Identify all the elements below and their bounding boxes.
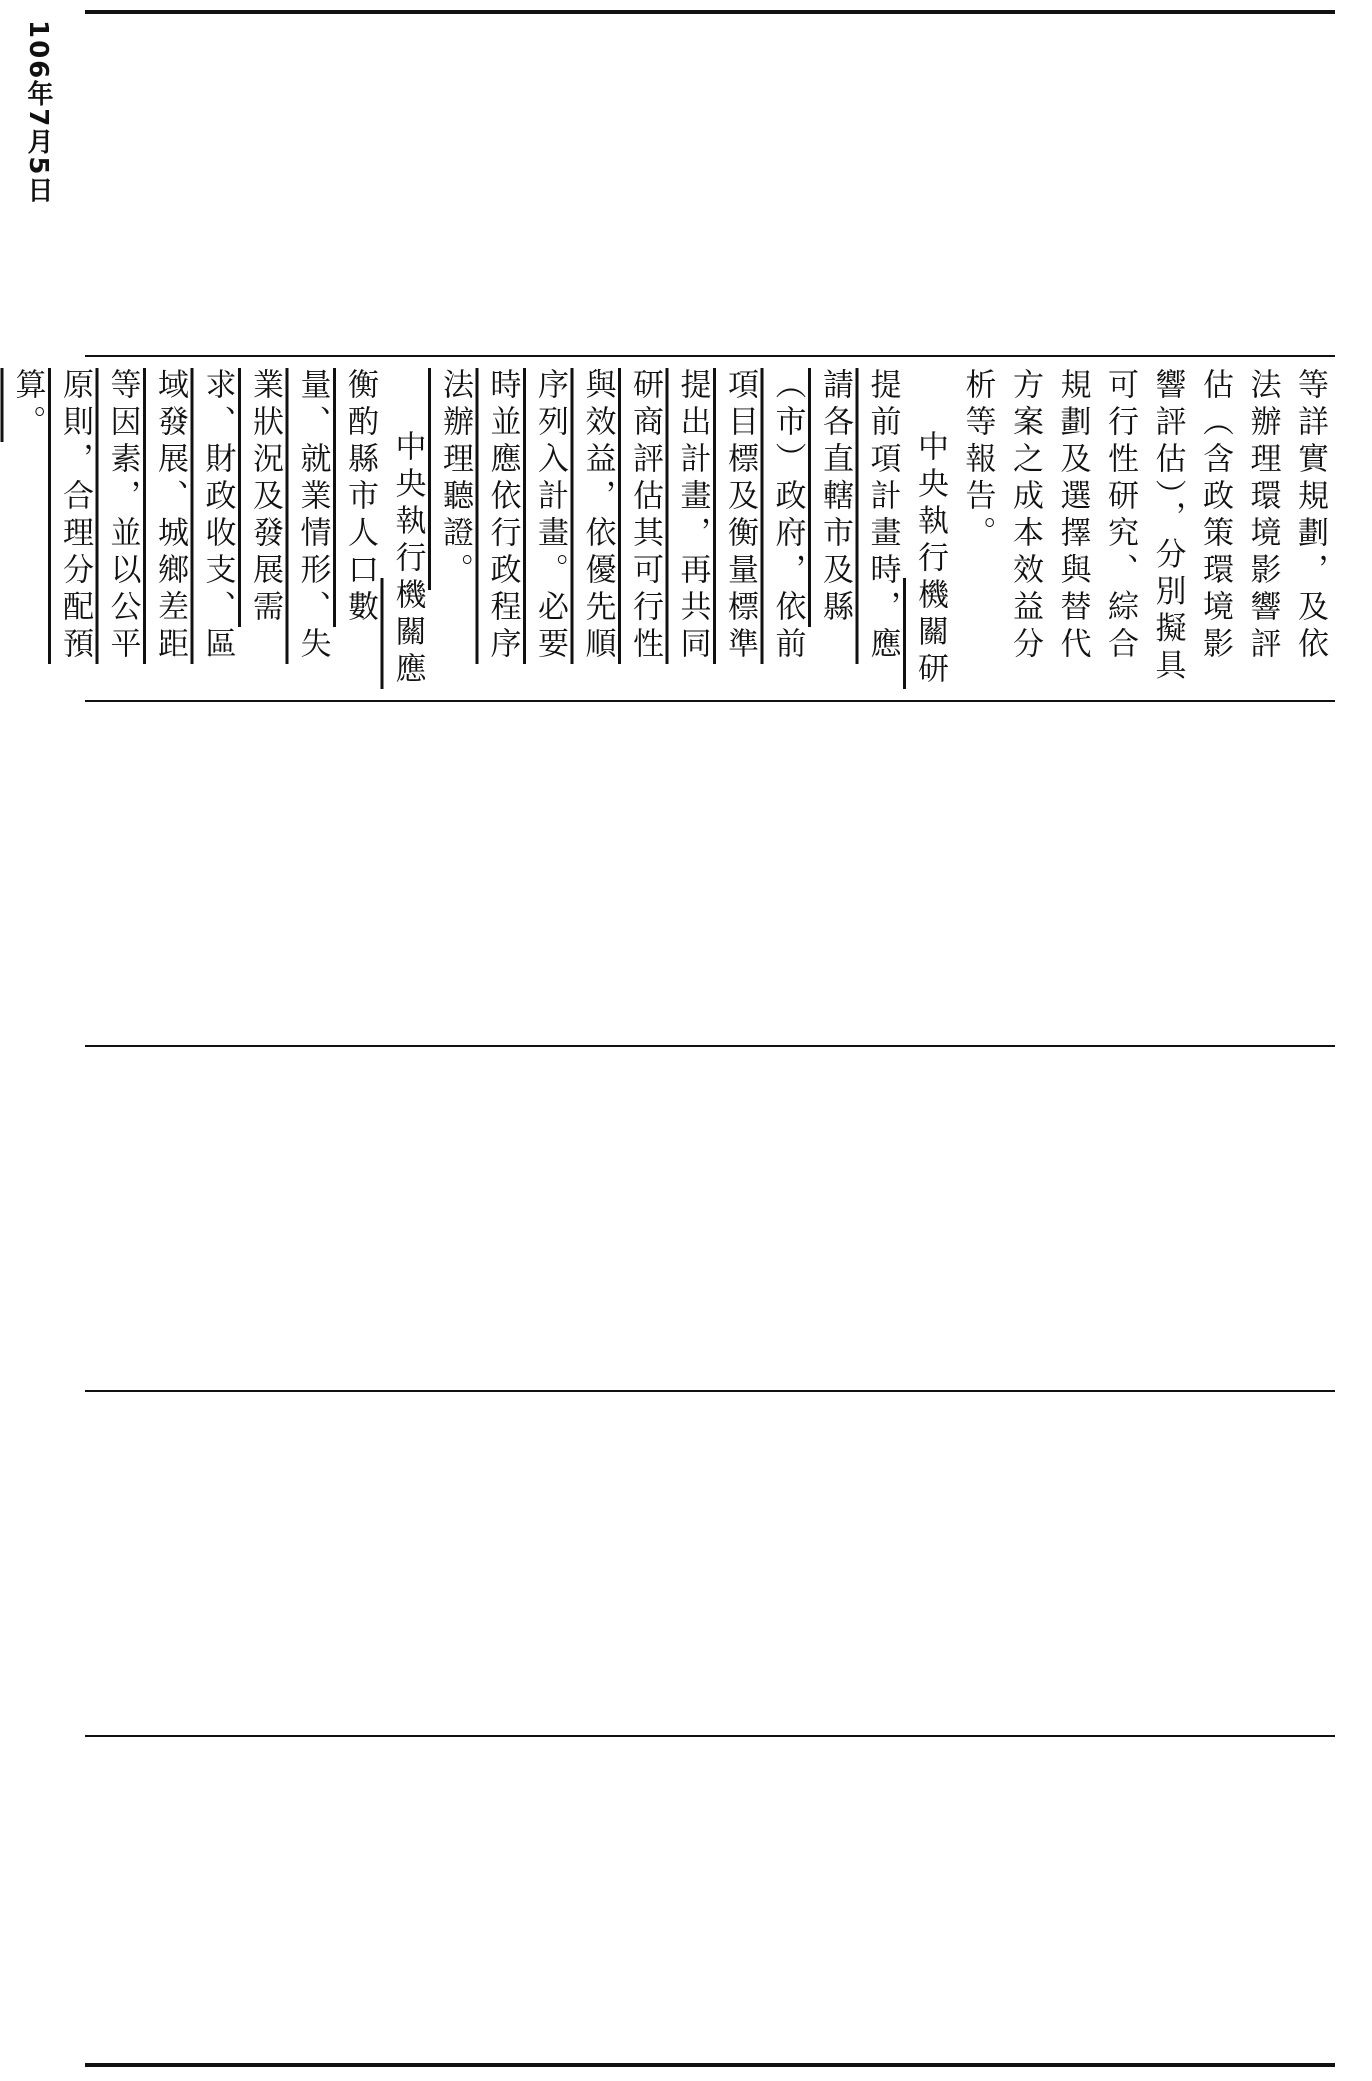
table-top-rule [85, 10, 1335, 14]
row-divider [85, 1390, 1335, 1392]
article-text-column [9, 368, 1333, 698]
proposer-label [0, 368, 3, 698]
row-divider [85, 1735, 1335, 1737]
paragraph-budget-allocation [3, 368, 431, 698]
row-divider [85, 1045, 1335, 1047]
amended-text: 機關研提前項計畫時，應請各直轄市及縣（市）政府，依前項目標及衡量標準提出計畫，再共同研商評估其可行性與效益，依優先順序列入計畫。必要時並應依行政程序法辦理聽證。 [437, 368, 948, 689]
table-bottom-rule [85, 2063, 1335, 2067]
row-divider [85, 355, 1335, 357]
paragraph-planning: 等詳實規劃，及依法辦理環境影響評估（含政策環境影響評估），分別擬具可行性研究、綜合規劃及選擇與替代方案之成本效益分析等報告。 [959, 368, 1328, 686]
amended-text: 機關應衡酌縣市人口數量、就業情形、失業狀況及發展需求、財政收支、區域發展、城鄉差距等因素，並以公平原則，合理分配預算。 [9, 368, 426, 689]
text-central-exec: 中央執行 [912, 430, 948, 578]
page-date: 106年7月5日 [23, 20, 53, 205]
paragraph-central-agency-plans [431, 368, 954, 698]
text-central-exec: 中央執行 [389, 430, 426, 578]
row-divider [85, 700, 1335, 702]
